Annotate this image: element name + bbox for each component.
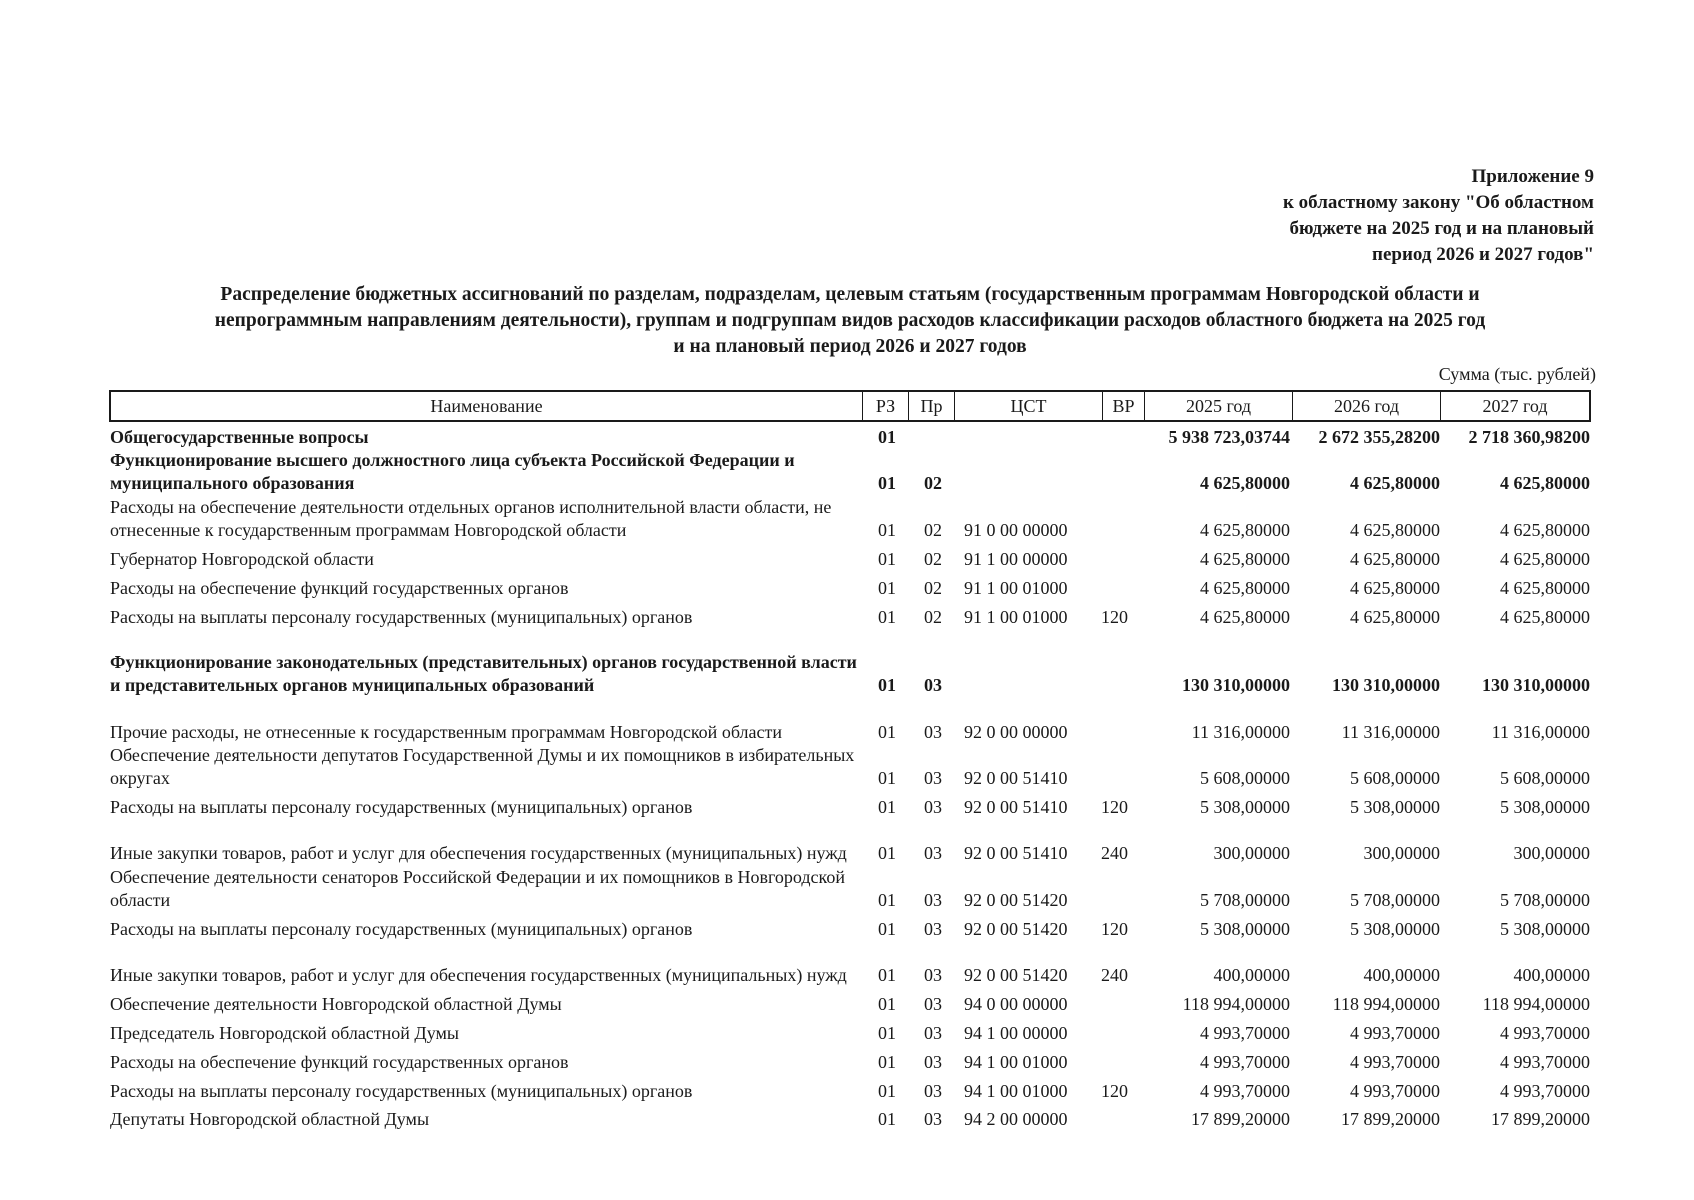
row-amount-2026: 5 308,00000 — [1350, 797, 1440, 817]
row-amount-2027: 4 993,70000 — [1500, 1081, 1590, 1101]
row-name: Общегосударственные вопросы — [110, 427, 369, 447]
row-amount-2027: 5 608,00000 — [1500, 768, 1590, 788]
row-name: Обеспечение деятельности депутатов Государственной Думы и их помощников в избирательных округах — [110, 745, 855, 788]
row-cst: 92 0 00 51410 — [964, 797, 1068, 817]
row-amount-2027: 4 625,80000 — [1500, 578, 1590, 598]
appendix-line: период 2026 и 2027 годов" — [1372, 244, 1594, 265]
row-rz: 01 — [878, 1052, 896, 1072]
row-pr: 03 — [924, 843, 942, 863]
header-pr: Пр — [909, 392, 955, 420]
row-cst: 91 1 00 01000 — [964, 578, 1068, 598]
row-amount-2025: 5 308,00000 — [1200, 919, 1290, 939]
row-cst: 92 0 00 51410 — [964, 768, 1068, 788]
row-pr: 03 — [924, 919, 942, 939]
row-amount-2026: 4 625,80000 — [1350, 578, 1440, 598]
row-amount-2026: 4 625,80000 — [1350, 607, 1440, 627]
row-amount-2025: 4 993,70000 — [1200, 1081, 1290, 1101]
row-name: Председатель Новгородской областной Думы — [110, 1023, 459, 1043]
title-line: и на плановый период 2026 и 2027 годов — [673, 336, 1027, 357]
row-cst: 94 1 00 01000 — [964, 1052, 1068, 1072]
row-name: Расходы на обеспечение функций государственных органов — [110, 578, 569, 598]
row-amount-2026: 300,00000 — [1363, 843, 1440, 863]
row-name: Обеспечение деятельности Новгородской областной Думы — [110, 994, 562, 1014]
title-line: непрограммным направлениям деятельности), группам и подгруппам видов расходов классификации расходов областного бюджета на 2025 год — [214, 310, 1486, 331]
row-pr: 02 — [924, 473, 942, 493]
row-rz: 01 — [878, 675, 896, 695]
row-pr: 03 — [924, 965, 942, 985]
row-amount-2025: 4 993,70000 — [1200, 1023, 1290, 1043]
row-cst: 94 1 00 00000 — [964, 1023, 1068, 1043]
row-cst: 92 0 00 51410 — [964, 843, 1068, 863]
row-amount-2026: 118 994,00000 — [1332, 994, 1440, 1014]
row-amount-2025: 118 994,00000 — [1182, 994, 1290, 1014]
row-rz: 01 — [878, 427, 896, 447]
appendix-line: к областному закону "Об областном — [1282, 192, 1594, 213]
row-amount-2026: 5 708,00000 — [1350, 890, 1440, 910]
row-pr: 02 — [924, 578, 942, 598]
row-pr: 03 — [924, 1052, 942, 1072]
row-amount-2025: 4 625,80000 — [1200, 549, 1290, 569]
row-rz: 01 — [878, 1081, 896, 1101]
row-rz: 01 — [878, 843, 896, 863]
row-rz: 01 — [878, 607, 896, 627]
row-name: Губернатор Новгородской области — [110, 549, 374, 569]
appendix-line: бюджете на 2025 год и на плановый — [1289, 218, 1594, 239]
row-name: Расходы на выплаты персоналу государственных (муниципальных) органов — [110, 607, 693, 627]
row-rz: 01 — [878, 473, 896, 493]
row-amount-2025: 5 608,00000 — [1200, 768, 1290, 788]
row-amount-2025: 400,00000 — [1213, 965, 1290, 985]
row-vr: 240 — [1101, 965, 1128, 985]
row-amount-2025: 4 625,80000 — [1200, 520, 1290, 540]
header-vr: ВР — [1103, 392, 1145, 420]
row-amount-2027: 5 308,00000 — [1500, 919, 1590, 939]
row-amount-2027: 4 993,70000 — [1500, 1052, 1590, 1072]
row-rz: 01 — [878, 919, 896, 939]
header-name: Наименование — [111, 392, 863, 420]
row-pr: 03 — [924, 1081, 942, 1101]
row-vr: 120 — [1101, 607, 1128, 627]
row-amount-2025: 300,00000 — [1213, 843, 1290, 863]
row-rz: 01 — [878, 965, 896, 985]
row-pr: 02 — [924, 549, 942, 569]
appendix-line: Приложение 9 — [1471, 166, 1594, 187]
row-amount-2025: 11 316,00000 — [1191, 722, 1290, 742]
row-cst: 92 0 00 51420 — [964, 919, 1068, 939]
row-amount-2026: 11 316,00000 — [1341, 722, 1440, 742]
row-rz: 01 — [878, 1109, 896, 1129]
row-cst: 91 1 00 00000 — [964, 549, 1068, 569]
row-rz: 01 — [878, 890, 896, 910]
row-pr: 03 — [924, 1109, 942, 1129]
row-amount-2027: 300,00000 — [1513, 843, 1590, 863]
row-name: Расходы на выплаты персоналу государственных (муниципальных) органов — [110, 919, 693, 939]
row-pr: 03 — [924, 994, 942, 1014]
row-amount-2026: 5 608,00000 — [1350, 768, 1440, 788]
row-amount-2025: 4 625,80000 — [1200, 473, 1290, 493]
row-name: Расходы на выплаты персоналу государственных (муниципальных) органов — [110, 797, 693, 817]
row-amount-2025: 5 708,00000 — [1200, 890, 1290, 910]
row-pr: 02 — [924, 607, 942, 627]
row-vr: 240 — [1101, 843, 1128, 863]
row-cst: 94 2 00 00000 — [964, 1109, 1068, 1129]
row-amount-2027: 118 994,00000 — [1482, 994, 1590, 1014]
row-amount-2027: 4 625,80000 — [1500, 473, 1590, 493]
header-2027: 2027 год — [1482, 396, 1548, 416]
header-2026: 2026 год — [1293, 392, 1441, 420]
row-amount-2025: 4 625,80000 — [1200, 578, 1290, 598]
row-vr: 120 — [1101, 919, 1128, 939]
row-amount-2025: 5 938 723,03744 — [1168, 427, 1290, 447]
header-2025: 2025 год — [1145, 392, 1293, 420]
row-amount-2026: 4 625,80000 — [1350, 473, 1440, 493]
row-amount-2027: 17 899,20000 — [1491, 1109, 1590, 1129]
row-amount-2025: 4 625,80000 — [1200, 607, 1290, 627]
row-amount-2027: 4 625,80000 — [1500, 607, 1590, 627]
row-name: Расходы на выплаты персоналу государственных (муниципальных) органов — [110, 1081, 693, 1101]
row-cst: 92 0 00 51420 — [964, 890, 1068, 910]
title-line: Распределение бюджетных ассигнований по разделам, подразделам, целевым статьям (государственным программам Новгородской области и — [220, 284, 1480, 305]
row-pr: 03 — [924, 797, 942, 817]
row-pr: 03 — [924, 675, 942, 695]
row-pr: 03 — [924, 722, 942, 742]
row-rz: 01 — [878, 994, 896, 1014]
row-name: Функционирование законодательных (представительных) органов государственной власти и представительных органов муниципальных образований — [110, 652, 857, 695]
row-amount-2027: 11 316,00000 — [1491, 722, 1590, 742]
row-rz: 01 — [878, 722, 896, 742]
row-pr: 03 — [924, 768, 942, 788]
row-name: Иные закупки товаров, работ и услуг для обеспечения государственных (муниципальных) нужд — [110, 965, 847, 985]
header-cst: ЦСТ — [955, 392, 1103, 420]
row-cst: 91 0 00 00000 — [964, 520, 1068, 540]
header-rz: РЗ — [863, 392, 909, 420]
row-rz: 01 — [878, 578, 896, 598]
row-amount-2026: 400,00000 — [1363, 965, 1440, 985]
row-amount-2026: 4 625,80000 — [1350, 520, 1440, 540]
row-amount-2026: 4 993,70000 — [1350, 1052, 1440, 1072]
row-amount-2025: 130 310,00000 — [1182, 675, 1290, 695]
row-rz: 01 — [878, 520, 896, 540]
row-amount-2025: 17 899,20000 — [1191, 1109, 1290, 1129]
row-amount-2026: 130 310,00000 — [1332, 675, 1440, 695]
row-amount-2025: 5 308,00000 — [1200, 797, 1290, 817]
row-rz: 01 — [878, 549, 896, 569]
row-cst: 92 0 00 00000 — [964, 722, 1068, 742]
units-label: Сумма (тыс. рублей) — [1438, 364, 1596, 384]
row-amount-2026: 5 308,00000 — [1350, 919, 1440, 939]
row-cst: 92 0 00 51420 — [964, 965, 1068, 985]
row-name: Обеспечение деятельности сенаторов Российской Федерации и их помощников в Новгородской области — [110, 867, 845, 910]
row-amount-2027: 400,00000 — [1513, 965, 1590, 985]
row-amount-2027: 5 708,00000 — [1500, 890, 1590, 910]
row-amount-2027: 130 310,00000 — [1482, 675, 1590, 695]
row-pr: 02 — [924, 520, 942, 540]
row-rz: 01 — [878, 1023, 896, 1043]
row-cst: 94 0 00 00000 — [964, 994, 1068, 1014]
row-amount-2025: 4 993,70000 — [1200, 1052, 1290, 1072]
row-pr: 03 — [924, 1023, 942, 1043]
row-amount-2026: 4 625,80000 — [1350, 549, 1440, 569]
row-name: Депутаты Новгородской областной Думы — [110, 1109, 430, 1129]
row-amount-2027: 4 993,70000 — [1500, 1023, 1590, 1043]
row-cst: 91 1 00 01000 — [964, 607, 1068, 627]
row-name: Функционирование высшего должностного лица субъекта Российской Федерации и муниципального образования — [110, 450, 795, 493]
row-name: Расходы на обеспечение деятельности отдельных органов исполнительной власти области, не отнесенные к государственным программам Новгородской области — [110, 497, 832, 540]
row-rz: 01 — [878, 797, 896, 817]
row-amount-2027: 4 625,80000 — [1500, 520, 1590, 540]
row-rz: 01 — [878, 768, 896, 788]
row-amount-2027: 2 718 360,98200 — [1468, 427, 1590, 447]
row-amount-2026: 2 672 355,28200 — [1318, 427, 1440, 447]
row-name: Иные закупки товаров, работ и услуг для обеспечения государственных (муниципальных) нужд — [110, 843, 847, 863]
row-amount-2026: 4 993,70000 — [1350, 1081, 1440, 1101]
row-cst: 94 1 00 01000 — [964, 1081, 1068, 1101]
row-amount-2026: 17 899,20000 — [1341, 1109, 1440, 1129]
row-name: Прочие расходы, не отнесенные к государственным программам Новгородской области — [110, 722, 782, 742]
row-amount-2027: 5 308,00000 — [1500, 797, 1590, 817]
row-vr: 120 — [1101, 797, 1128, 817]
row-pr: 03 — [924, 890, 942, 910]
row-amount-2027: 4 625,80000 — [1500, 549, 1590, 569]
row-name: Расходы на обеспечение функций государственных органов — [110, 1052, 569, 1072]
row-vr: 120 — [1101, 1081, 1128, 1101]
row-amount-2026: 4 993,70000 — [1350, 1023, 1440, 1043]
